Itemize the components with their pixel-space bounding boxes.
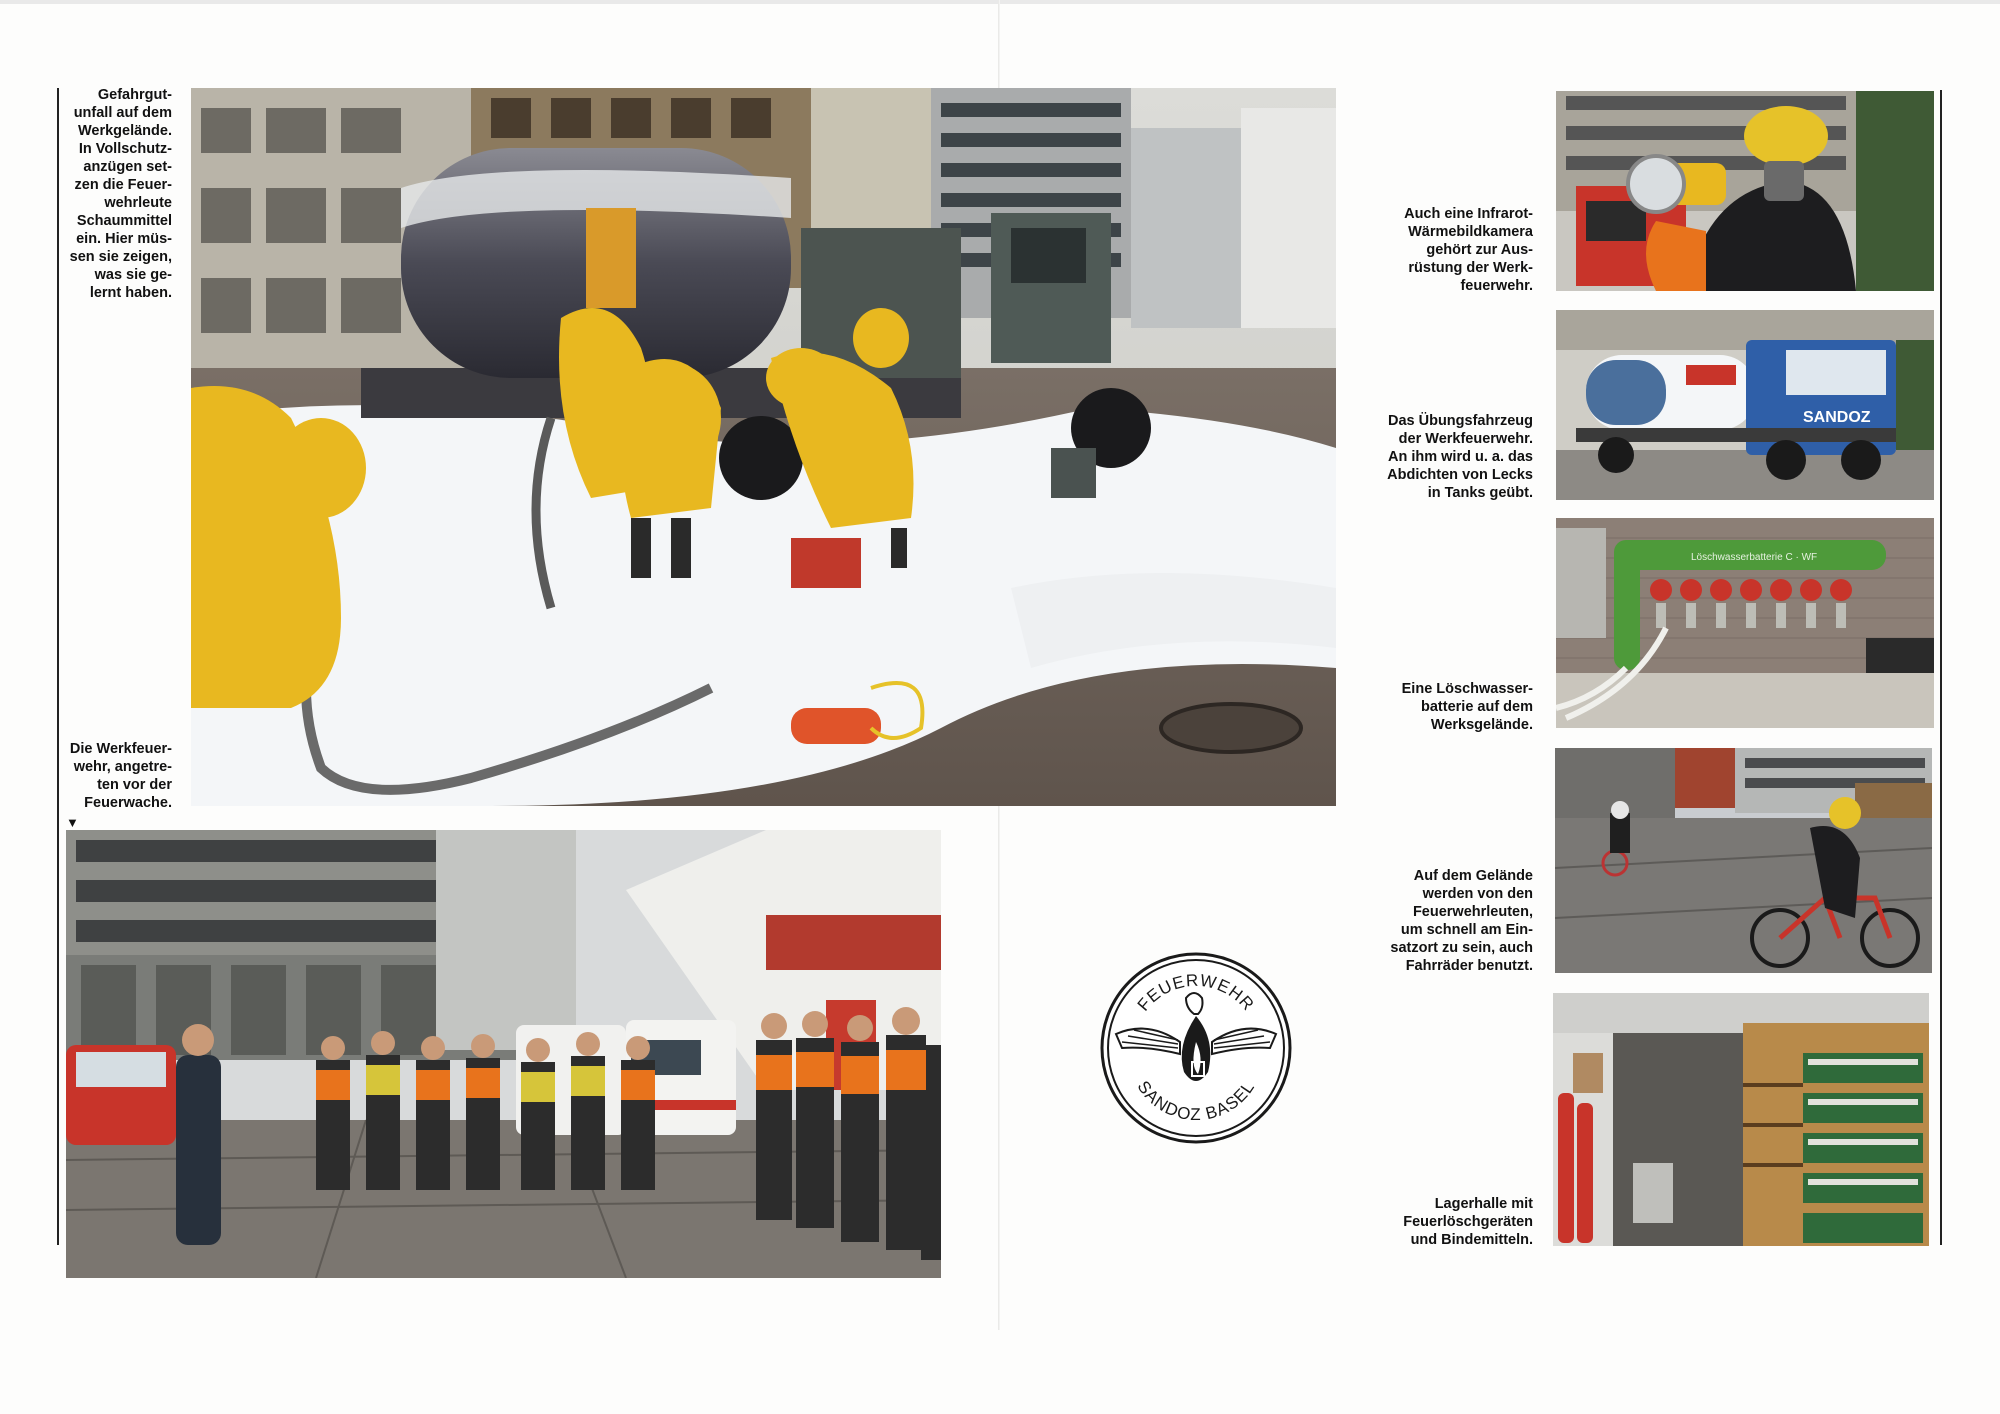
photo-training-vehicle	[1556, 310, 1934, 500]
photo-water-battery	[1556, 518, 1934, 728]
caption-storage-hall: Lagerhalle mit Feuerlöschgeräten und Bindemitteln.	[1403, 1196, 1533, 1248]
feuerwehr-sandoz-basel-logo	[1098, 950, 1294, 1146]
caption-water-battery: Eine Löschwasser- batterie auf dem Werksgelände.	[1401, 681, 1533, 733]
caption-bicycles: Auf dem Gelände werden von den Feuerwehrleuten, um schnell am Ein- satzort zu sein, auch Fahrräder benutzt.	[1390, 868, 1533, 974]
caption-infrared-camera: Auch eine Infrarot- Wärmebildkamera gehört zur Aus- rüstung der Werk- feuerwehr.	[1404, 206, 1533, 294]
photo-bicycles	[1555, 748, 1932, 973]
right-rule	[1940, 90, 1942, 1245]
caption-fire-brigade-lineup: Die Werkfeuer- wehr, angetre- ten vor der Feuerwache.	[69, 741, 172, 811]
pipe-label-text: Löschwasserbatterie C · WF	[1691, 552, 1818, 563]
page-top-edge	[0, 0, 2000, 4]
photo-infrared-camera	[1556, 91, 1934, 291]
logo-top-text: FEUERWEHR	[1133, 970, 1259, 1015]
photo-storage-hall	[1553, 993, 1929, 1246]
left-rule	[57, 88, 59, 1245]
caption-hazmat-accident: Gefahrgut- unfall auf dem Werkgelände. In Vollschutz- anzügen set- zen die Feuer- wehrleute Schaummittel ein. Hier müs- sen sie zeigen, was sie ge- lernt haben.	[69, 87, 172, 301]
truck-sandoz-text: SANDOZ	[1803, 409, 1871, 426]
logo-bottom-text: SANDOZ BASEL	[1133, 1077, 1259, 1125]
photo-hazmat-foam-exercise	[191, 88, 1336, 806]
marker-triangle: ▼	[66, 815, 79, 830]
photo-fire-brigade-lineup	[66, 830, 941, 1278]
caption-training-vehicle: Das Übungsfahrzeug der Werkfeuerwehr. An ihm wird u. a. das Abdichten von Lecks in Tanks geübt.	[1387, 413, 1533, 501]
